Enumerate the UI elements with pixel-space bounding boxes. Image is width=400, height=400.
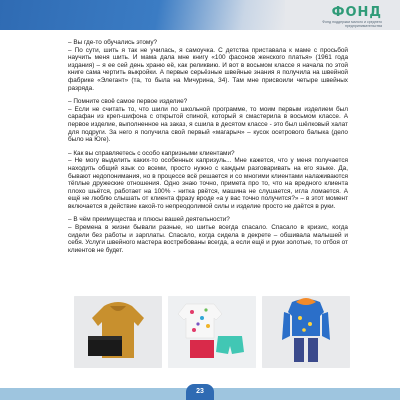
answer-3: – Не могу выделить каких-то особенных капризуль... Мне кажется, что у меня получается находить общий язык со всеми, просто нужно с каждым разговаривать на его языке. Да, бывают недопонимания, но в процессе всё решается и со многими клиентами налаживаются тёплые дружеские отношения. Одно знаю точно, примета про то, что на вредного клиента плохо шьётся, работает на 100% - нитка рвётся, машина не слушается, игла ломается. А ещё не люблю слышать от клиента фразу вроде «а у вас точно получится?» – в этот момент включается в действие какой-то непреодолимой силы и изделие просто не даётся в руки.: [68, 157, 348, 210]
fond-logo: [290, 6, 382, 28]
question-2: – Помните своё самое первое изделие?: [68, 98, 188, 106]
photo-kids-set: [168, 296, 256, 368]
question-3: – Как вы справляетесь с особо капризными клиентами?: [68, 149, 235, 157]
question-4: – В чём преимущества и плюсы вашей деятельности?: [68, 216, 230, 224]
answer-4: – Времена в жизни бывали разные, но шитье всегда спасало. Спасало в кризис, когда сидели без работы и зарплаты. Спасало, когда сидела в декрете – обшивала малышей и себя. Услуги швейного мастера востребованы всегда, а если ещё и руки золотые, то отбоя от клиентов не будет.: [68, 224, 348, 254]
answer-1: – По сути, шить я так не училась, я самоучка. С детства приставала к маме с просьбой научить меня шить. И мама дала мне книгу «100 фасонов женского платья» (1961 года издания) – я ее сей день храню её, как реликвию. И вот в восьмом классе я начала по этой книге сама чертить выкройки. А первые серьёзные швейные знания я получила на швейной фабрике «Элегант» (та, то была на Мичурина, 34). Там мне присвоили четыре швейных разряда.: [68, 46, 348, 92]
photo-row: [74, 296, 350, 368]
answer-2: – Если не считать то, что шили по школьной программе, то моим первым изделием был сарафан из креп-шифона с открытой спиной, который я смастерила в восьмом классе. А первое изделие, выполненное на заказ, я сшила в десятом классе - это был шёлковый халат для подруги. За него я получила свой первый «магарыч» – кусок осетрового балыка (дело было на Юге).: [68, 105, 348, 144]
interview-text: [68, 39, 348, 254]
question-1: – Вы где-то обучались этому?: [68, 39, 158, 46]
photo-winter-suit: [262, 296, 350, 368]
photo-hoodie: [74, 296, 162, 368]
page-number: 23: [186, 384, 214, 400]
logo-subtitle: Фонд поддержки малого и среднего предпринимательства: [322, 20, 382, 28]
logo-text: ФОНД: [331, 5, 382, 20]
